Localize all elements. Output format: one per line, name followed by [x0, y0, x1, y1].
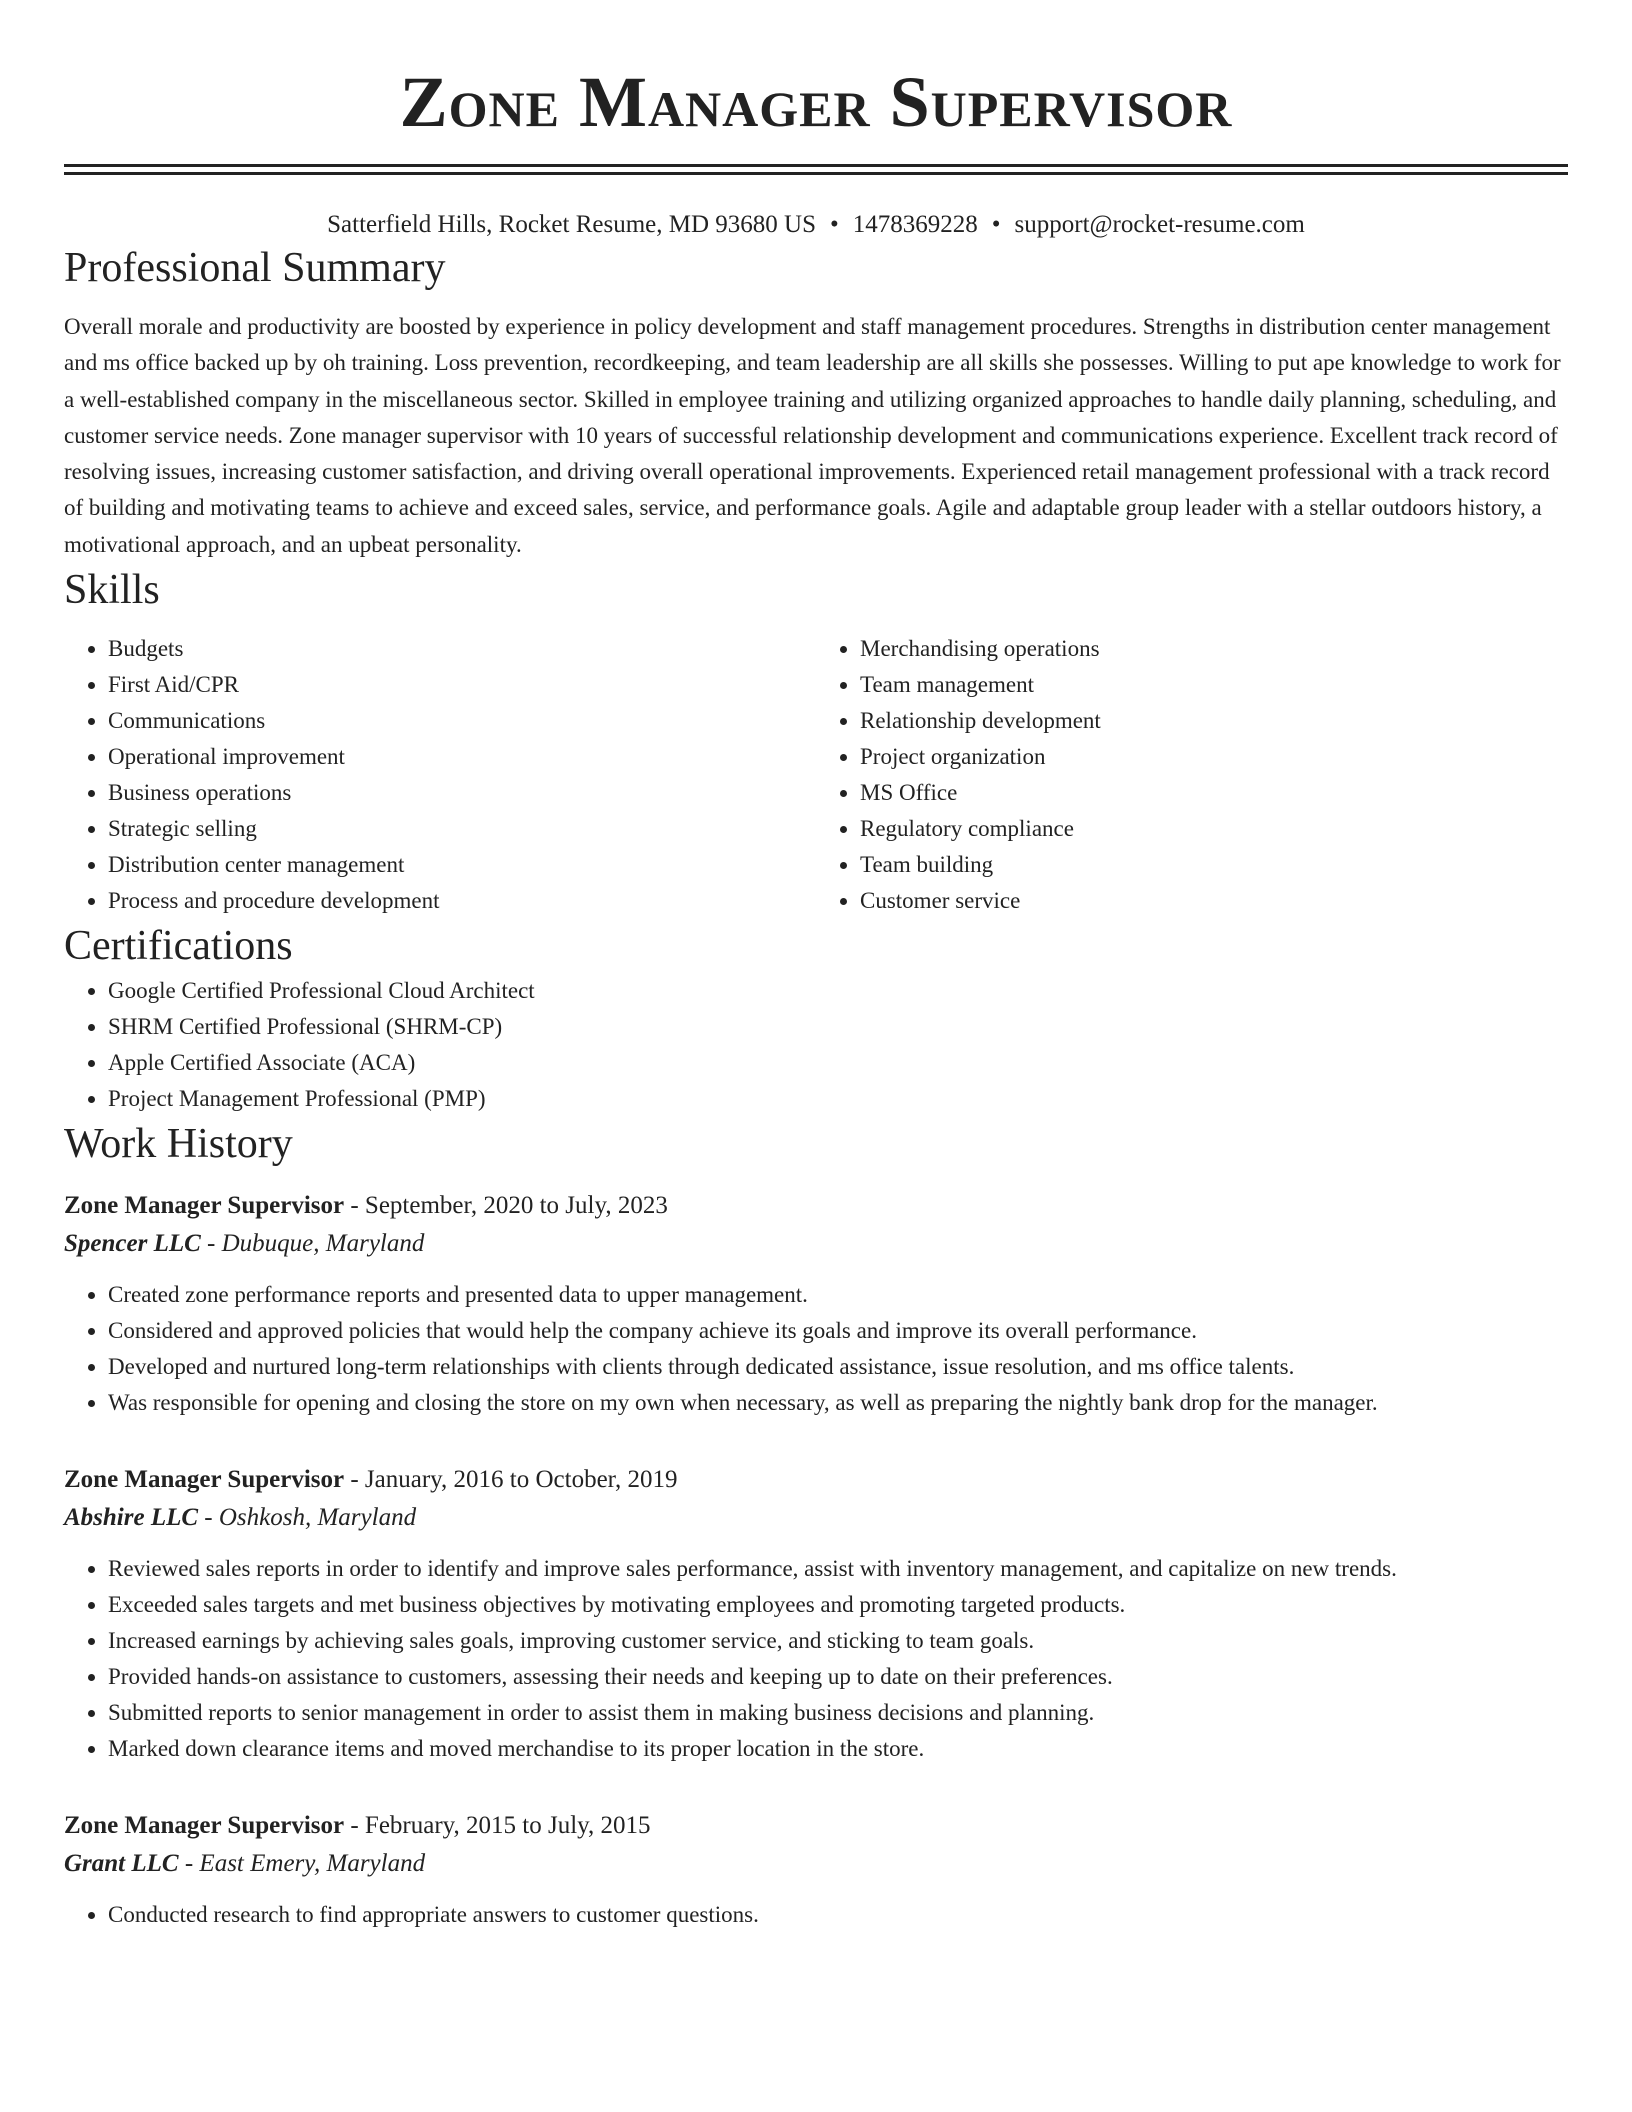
contact-email: support@rocket-resume.com: [1014, 211, 1305, 238]
skill-item: • MS Office: [860, 775, 1568, 811]
skill-item: • First Aid/CPR: [108, 667, 816, 703]
contact-phone: 1478369228: [852, 211, 978, 238]
certification-item: • SHRM Certified Professional (SHRM-CP): [108, 1009, 1568, 1045]
skill-item: • Team building: [860, 847, 1568, 883]
job-duties: [64, 1551, 1568, 1767]
job-duty-item: • Was responsible for opening and closing the store on my own when necessary, as well as preparing the nightly bank drop for the manager.: [108, 1385, 1568, 1421]
job-dates: - January, 2016 to October, 2019: [344, 1466, 678, 1494]
job-employer: [64, 1225, 1568, 1263]
job-duty-item: • Provided hands-on assistance to customers, assessing their needs and keeping up to date on their preferences.: [108, 1659, 1568, 1695]
job-duty-item: • Considered and approved policies that would help the company achieve its goals and improve its overall performance.: [108, 1313, 1568, 1349]
job-duty-item: • Conducted research to find appropriate answers to customer questions.: [108, 1897, 1568, 1933]
job-role: Zone Manager Supervisor: [64, 1812, 345, 1840]
job-entry: [64, 1187, 1568, 1421]
skill-item: • Budgets: [108, 631, 816, 667]
skill-item: • Relationship development: [860, 703, 1568, 739]
job-duty-item: • Marked down clearance items and moved merchandise to its proper location in the store.: [108, 1731, 1568, 1767]
job-header: [64, 1187, 1568, 1225]
skill-item: • Process and procedure development: [108, 883, 816, 919]
summary-heading: Professional Summary: [64, 245, 446, 291]
job-header: [64, 1807, 1568, 1845]
contact-line: [64, 209, 1568, 241]
skill-item: • Customer service: [860, 883, 1568, 919]
job-employer: [64, 1845, 1568, 1883]
resume-title: Zone Manager Supervisor: [399, 62, 1233, 142]
skills-list-right: [816, 631, 1568, 919]
job-duty-item: • Reviewed sales reports in order to identify and improve sales performance, assist with inventory management, and capitalize on new trends.: [108, 1551, 1568, 1587]
job-dates: - February, 2015 to July, 2015: [344, 1812, 651, 1840]
certification-item: • Apple Certified Associate (ACA): [108, 1045, 1568, 1081]
job-duty-item: • Created zone performance reports and presented data to upper management.: [108, 1277, 1568, 1313]
job-header: [64, 1461, 1568, 1499]
skill-item: • Team management: [860, 667, 1568, 703]
skills-heading: Skills: [64, 567, 160, 614]
skill-item: • Distribution center management: [108, 847, 816, 883]
skills-list-left: [64, 631, 816, 919]
work-history-heading: Work History: [64, 1121, 293, 1168]
job-duties: [64, 1897, 1568, 1933]
summary-text: Overall morale and productivity are boosted by experience in policy development and staff management procedures. Strengths in distribution center management and ms office backed up by oh training. Loss prevention, recordkeeping, and team leadership are all skills she possesses. Willing to put ape knowledge to work for a well-established company in the miscellaneous sector. Skilled in employee training and utilizing organized approaches to handle daily planning, scheduling, and customer service needs. Zone manager supervisor with 10 years of successful relationship development and communications experience. Excellent track record of resolving issues, increasing customer satisfaction, and driving overall operational improvements. Experienced retail management professional with a track record of building and motivating teams to achieve and exceed sales, service, and performance goals. Agile and adaptable group leader with a stellar outdoors history, a motivational approach, and an upbeat personality.: [64, 314, 1561, 557]
skill-item: • Communications: [108, 703, 816, 739]
job-role: Zone Manager Supervisor: [64, 1466, 345, 1494]
job-duty-item: • Developed and nurtured long-term relationships with clients through dedicated assistance, issue resolution, and ms office talents.: [108, 1349, 1568, 1385]
skill-item: • Project organization: [860, 739, 1568, 775]
job-entry: [64, 1807, 1568, 1933]
job-company: Abshire LLC: [64, 1504, 199, 1532]
job-role: Zone Manager Supervisor: [64, 1192, 345, 1220]
skill-item: • Strategic selling: [108, 811, 816, 847]
resume-page: [64, 0, 1568, 1933]
certifications-heading: Certifications: [64, 923, 293, 970]
job-company: Grant LLC: [64, 1850, 179, 1878]
job-location: - Oshkosh, Maryland: [198, 1504, 417, 1532]
title-divider-thick: [64, 164, 1568, 167]
certification-item: • Google Certified Professional Cloud Architect: [108, 973, 1568, 1009]
certifications-list: [64, 973, 1568, 1117]
certification-item: • Project Management Professional (PMP): [108, 1081, 1568, 1117]
skill-item: • Merchandising operations: [860, 631, 1568, 667]
job-duty-item: • Exceeded sales targets and met business objectives by motivating employees and promoting targeted products.: [108, 1587, 1568, 1623]
job-location: - East Emery, Maryland: [178, 1850, 426, 1878]
job-duties: [64, 1277, 1568, 1421]
contact-address: Satterfield Hills, Rocket Resume, MD 93680 US: [327, 211, 816, 238]
contact-separator: •: [830, 211, 839, 238]
title-divider-thin: [64, 172, 1568, 175]
job-company: Spencer LLC: [64, 1230, 201, 1258]
job-dates: - September, 2020 to July, 2023: [344, 1192, 668, 1220]
job-entry: [64, 1461, 1568, 1767]
skill-item: • Operational improvement: [108, 739, 816, 775]
job-employer: [64, 1499, 1568, 1537]
job-duty-item: • Increased earnings by achieving sales goals, improving customer service, and sticking to team goals.: [108, 1623, 1568, 1659]
skills-columns: [64, 631, 1568, 919]
skill-item: • Business operations: [108, 775, 816, 811]
skill-item: • Regulatory compliance: [860, 811, 1568, 847]
job-location: - Dubuque, Maryland: [200, 1230, 425, 1258]
job-duty-item: • Submitted reports to senior management in order to assist them in making business decisions and planning.: [108, 1695, 1568, 1731]
contact-separator: •: [991, 211, 1001, 238]
